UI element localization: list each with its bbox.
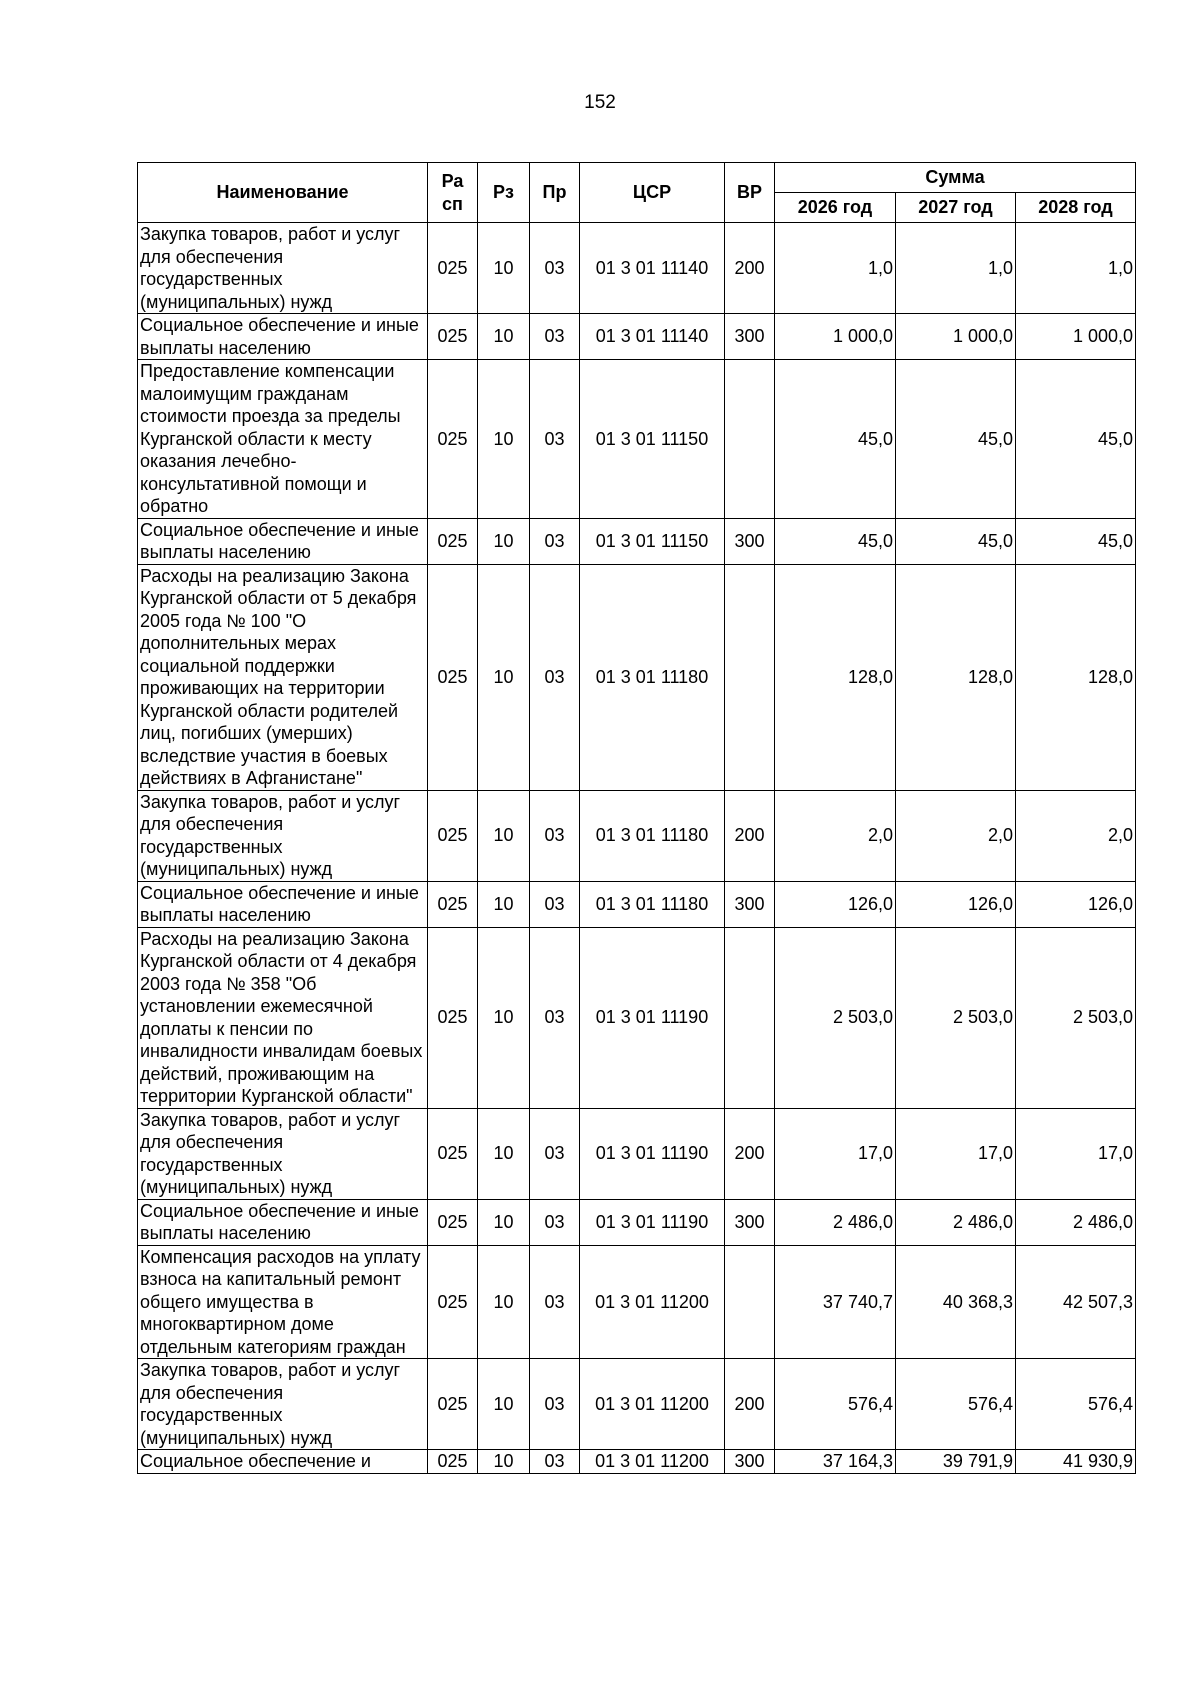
cell-sum-2028: 128,0 bbox=[1016, 564, 1136, 790]
table-row bbox=[138, 881, 1136, 927]
cell-vr: 300 bbox=[725, 314, 775, 360]
table-row bbox=[138, 518, 1136, 564]
cell-sum-2027: 45,0 bbox=[896, 518, 1016, 564]
cell-rasp: 025 bbox=[428, 1450, 478, 1474]
cell-csr: 01 3 01 11140 bbox=[580, 223, 725, 314]
cell-name: Расходы на реализацию Закона Курганской области от 4 декабря 2003 года № 358 "Об установлении ежемесячной доплаты к пенсии по инвалидности инвалидам боевых действий, проживающим на территории Курганской области" bbox=[138, 927, 428, 1108]
cell-name: Закупка товаров, работ и услуг для обеспечения государственных (муниципальных) нужд bbox=[138, 1108, 428, 1199]
cell-csr: 01 3 01 11200 bbox=[580, 1450, 725, 1474]
cell-rasp: 025 bbox=[428, 564, 478, 790]
cell-sum-2027: 2,0 bbox=[896, 790, 1016, 881]
cell-sum-2028: 45,0 bbox=[1016, 360, 1136, 519]
cell-sum-2027: 126,0 bbox=[896, 881, 1016, 927]
cell-sum-2026: 128,0 bbox=[775, 564, 896, 790]
cell-sum-2026: 126,0 bbox=[775, 881, 896, 927]
cell-pr: 03 bbox=[530, 314, 580, 360]
cell-rz: 10 bbox=[478, 314, 530, 360]
cell-sum-2028: 2,0 bbox=[1016, 790, 1136, 881]
cell-pr: 03 bbox=[530, 518, 580, 564]
cell-name: Закупка товаров, работ и услуг для обеспечения государственных (муниципальных) нужд bbox=[138, 790, 428, 881]
cell-sum-2027: 1,0 bbox=[896, 223, 1016, 314]
cell-csr: 01 3 01 11180 bbox=[580, 564, 725, 790]
cell-sum-2026: 1 000,0 bbox=[775, 314, 896, 360]
page-number: 152 bbox=[584, 92, 616, 113]
cell-sum-2027: 576,4 bbox=[896, 1359, 1016, 1450]
header-rz: Рз bbox=[478, 163, 530, 223]
cell-vr: 200 bbox=[725, 790, 775, 881]
cell-vr bbox=[725, 927, 775, 1108]
cell-rasp: 025 bbox=[428, 1245, 478, 1359]
cell-sum-2026: 2 503,0 bbox=[775, 927, 896, 1108]
cell-name: Расходы на реализацию Закона Курганской области от 5 декабря 2005 года № 100 "О дополнительных мерах социальной поддержки проживающих на территории Курганской области родителей лиц, погибших (умерших) вследствие участия в боевых действиях в Афганистане" bbox=[138, 564, 428, 790]
cell-sum-2027: 17,0 bbox=[896, 1108, 1016, 1199]
cell-pr: 03 bbox=[530, 1450, 580, 1474]
table-row bbox=[138, 223, 1136, 314]
cell-rz: 10 bbox=[478, 1359, 530, 1450]
cell-sum-2026: 2,0 bbox=[775, 790, 896, 881]
cell-rz: 10 bbox=[478, 790, 530, 881]
table-row bbox=[138, 1199, 1136, 1245]
cell-rasp: 025 bbox=[428, 1199, 478, 1245]
cell-pr: 03 bbox=[530, 1245, 580, 1359]
cell-pr: 03 bbox=[530, 927, 580, 1108]
header-year-2027: 2027 год bbox=[896, 193, 1016, 223]
cell-vr bbox=[725, 1245, 775, 1359]
header-pr: Пр bbox=[530, 163, 580, 223]
cell-rz: 10 bbox=[478, 1450, 530, 1474]
cell-rz: 10 bbox=[478, 564, 530, 790]
cell-rasp: 025 bbox=[428, 1359, 478, 1450]
cell-sum-2028: 126,0 bbox=[1016, 881, 1136, 927]
cell-sum-2027: 40 368,3 bbox=[896, 1245, 1016, 1359]
cell-csr: 01 3 01 11190 bbox=[580, 927, 725, 1108]
cell-csr: 01 3 01 11180 bbox=[580, 881, 725, 927]
cell-name: Предоставление компенсации малоимущим гражданам стоимости проезда за пределы Курганской области к месту оказания лечебно-консультативной помощи и обратно bbox=[138, 360, 428, 519]
cell-rz: 10 bbox=[478, 881, 530, 927]
table-row bbox=[138, 1245, 1136, 1359]
header-sum: Сумма bbox=[775, 163, 1136, 193]
cell-sum-2026: 37 740,7 bbox=[775, 1245, 896, 1359]
cell-name: Закупка товаров, работ и услуг для обеспечения государственных (муниципальных) нужд bbox=[138, 1359, 428, 1450]
cell-csr: 01 3 01 11190 bbox=[580, 1199, 725, 1245]
table-row bbox=[138, 314, 1136, 360]
header-row-1 bbox=[138, 163, 1136, 193]
cell-pr: 03 bbox=[530, 1359, 580, 1450]
table-row bbox=[138, 1108, 1136, 1199]
cell-sum-2028: 576,4 bbox=[1016, 1359, 1136, 1450]
cell-sum-2028: 17,0 bbox=[1016, 1108, 1136, 1199]
cell-pr: 03 bbox=[530, 360, 580, 519]
cell-sum-2027: 45,0 bbox=[896, 360, 1016, 519]
cell-rasp: 025 bbox=[428, 790, 478, 881]
cell-vr: 200 bbox=[725, 223, 775, 314]
cell-csr: 01 3 01 11140 bbox=[580, 314, 725, 360]
cell-csr: 01 3 01 11150 bbox=[580, 518, 725, 564]
header-year-2026: 2026 год bbox=[775, 193, 896, 223]
table-row bbox=[138, 360, 1136, 519]
cell-sum-2026: 17,0 bbox=[775, 1108, 896, 1199]
table-row bbox=[138, 927, 1136, 1108]
cell-sum-2028: 1,0 bbox=[1016, 223, 1136, 314]
cell-rz: 10 bbox=[478, 1108, 530, 1199]
cell-rz: 10 bbox=[478, 1199, 530, 1245]
cell-sum-2028: 2 486,0 bbox=[1016, 1199, 1136, 1245]
cell-csr: 01 3 01 11200 bbox=[580, 1245, 725, 1359]
table-row bbox=[138, 1359, 1136, 1450]
cell-rz: 10 bbox=[478, 223, 530, 314]
header-name: Наименование bbox=[138, 163, 428, 223]
cell-sum-2026: 1,0 bbox=[775, 223, 896, 314]
cell-name: Социальное обеспечение и иные выплаты населению bbox=[138, 518, 428, 564]
cell-sum-2028: 1 000,0 bbox=[1016, 314, 1136, 360]
table-row bbox=[138, 790, 1136, 881]
cell-sum-2028: 45,0 bbox=[1016, 518, 1136, 564]
cell-vr: 300 bbox=[725, 518, 775, 564]
cell-name: Социальное обеспечение и иные выплаты населению bbox=[138, 1199, 428, 1245]
table-row bbox=[138, 1450, 1136, 1474]
cell-pr: 03 bbox=[530, 1199, 580, 1245]
cell-rasp: 025 bbox=[428, 881, 478, 927]
cell-rasp: 025 bbox=[428, 927, 478, 1108]
cell-rasp: 025 bbox=[428, 314, 478, 360]
cell-csr: 01 3 01 11200 bbox=[580, 1359, 725, 1450]
cell-rz: 10 bbox=[478, 518, 530, 564]
cell-sum-2026: 45,0 bbox=[775, 360, 896, 519]
cell-pr: 03 bbox=[530, 881, 580, 927]
cell-sum-2027: 2 486,0 bbox=[896, 1199, 1016, 1245]
budget-table bbox=[137, 162, 1136, 1474]
cell-name: Социальное обеспечение и иные выплаты населению bbox=[138, 881, 428, 927]
cell-sum-2026: 37 164,3 bbox=[775, 1450, 896, 1474]
cell-vr: 300 bbox=[725, 1450, 775, 1474]
cell-rasp: 025 bbox=[428, 518, 478, 564]
cell-vr bbox=[725, 360, 775, 519]
cell-vr: 300 bbox=[725, 1199, 775, 1245]
cell-name: Социальное обеспечение и bbox=[138, 1450, 428, 1474]
cell-pr: 03 bbox=[530, 790, 580, 881]
cell-name: Социальное обеспечение и иные выплаты населению bbox=[138, 314, 428, 360]
cell-sum-2028: 42 507,3 bbox=[1016, 1245, 1136, 1359]
cell-vr: 300 bbox=[725, 881, 775, 927]
cell-rz: 10 bbox=[478, 1245, 530, 1359]
cell-rasp: 025 bbox=[428, 223, 478, 314]
cell-sum-2027: 128,0 bbox=[896, 564, 1016, 790]
header-year-2028: 2028 год bbox=[1016, 193, 1136, 223]
header-csr: ЦСР bbox=[580, 163, 725, 223]
cell-sum-2027: 39 791,9 bbox=[896, 1450, 1016, 1474]
cell-name: Закупка товаров, работ и услуг для обеспечения государственных (муниципальных) нужд bbox=[138, 223, 428, 314]
cell-rz: 10 bbox=[478, 360, 530, 519]
cell-pr: 03 bbox=[530, 564, 580, 790]
cell-sum-2026: 576,4 bbox=[775, 1359, 896, 1450]
cell-vr bbox=[725, 564, 775, 790]
header-vr: ВР bbox=[725, 163, 775, 223]
cell-pr: 03 bbox=[530, 1108, 580, 1199]
cell-pr: 03 bbox=[530, 223, 580, 314]
table-body bbox=[138, 223, 1136, 1474]
cell-rz: 10 bbox=[478, 927, 530, 1108]
table-row bbox=[138, 564, 1136, 790]
cell-vr: 200 bbox=[725, 1359, 775, 1450]
header-rasp: Ра сп bbox=[428, 163, 478, 223]
cell-name: Компенсация расходов на уплату взноса на капитальный ремонт общего имущества в многоквартирном доме отдельным категориям граждан bbox=[138, 1245, 428, 1359]
cell-csr: 01 3 01 11180 bbox=[580, 790, 725, 881]
cell-rasp: 025 bbox=[428, 1108, 478, 1199]
cell-sum-2026: 2 486,0 bbox=[775, 1199, 896, 1245]
cell-csr: 01 3 01 11150 bbox=[580, 360, 725, 519]
cell-sum-2026: 45,0 bbox=[775, 518, 896, 564]
cell-csr: 01 3 01 11190 bbox=[580, 1108, 725, 1199]
cell-sum-2028: 41 930,9 bbox=[1016, 1450, 1136, 1474]
cell-sum-2028: 2 503,0 bbox=[1016, 927, 1136, 1108]
cell-sum-2027: 2 503,0 bbox=[896, 927, 1016, 1108]
cell-sum-2027: 1 000,0 bbox=[896, 314, 1016, 360]
cell-vr: 200 bbox=[725, 1108, 775, 1199]
cell-rasp: 025 bbox=[428, 360, 478, 519]
